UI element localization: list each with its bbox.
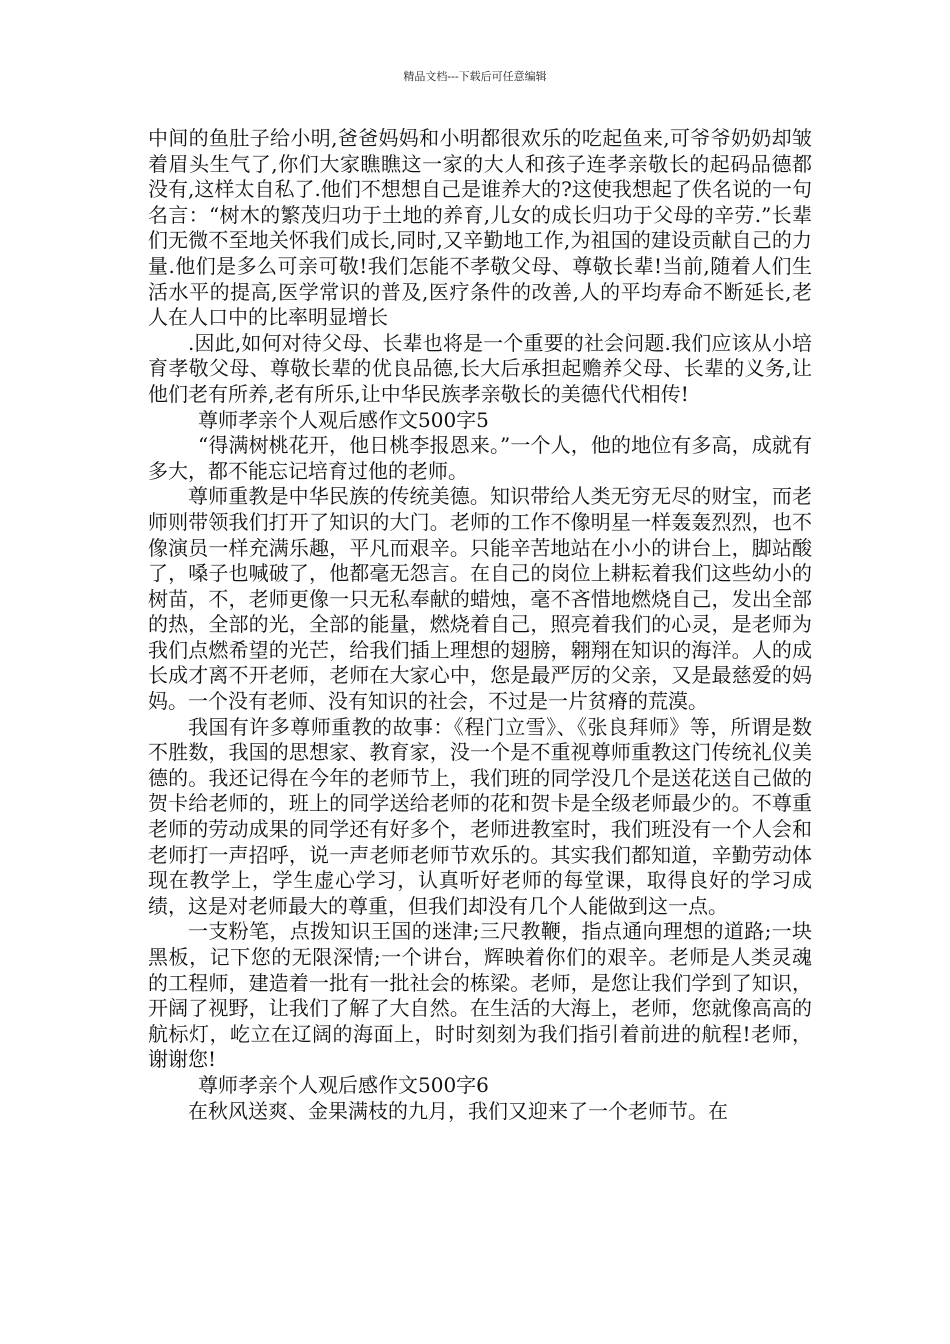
section-heading: 尊师孝亲个人观后感作文500字5	[198, 407, 489, 432]
section-heading: 尊师孝亲个人观后感作文500字6	[198, 1072, 489, 1097]
paragraph: “得满树桃花开，他日桃李报恩来。”一个人，他的地位有多高，成就有多大，都不能忘记培育过他的老师。	[148, 433, 812, 483]
paragraph: .因此,如何对待父母、长辈也将是一个重要的社会问题.我们应该从小培育孝敬父母、尊敬长辈的优良品德,长大后承担起赡养父母、长辈的义务,让他们老有所养,老有所乐,让中华民族孝亲敬长的美德代代相传!	[148, 330, 812, 406]
paragraph: 一支粉笔，点拨知识王国的迷津;三尺教鞭，指点通向理想的道路;一块黑板，记下您的无限深情;一个讲台，辉映着你们的艰辛。老师是人类灵魂的工程师，建造着一批有一批社会的栋梁。老师，是您让我们学到了知识，开阔了视野，让我们了解了大自然。在生活的大海上，老师，您就像高高的航标灯，屹立在辽阔的海面上，时时刻刻为我们指引着前进的航程!老师，谢谢您!	[148, 919, 812, 1072]
paragraph: 尊师重教是中华民族的传统美德。知识带给人类无穷无尽的财宝，而老师则带领我们打开了知识的大门。老师的工作不像明星一样轰轰烈烈，也不像演员一样充满乐趣，平凡而艰辛。只能辛苦地站在小小的讲台上，脚站酸了，嗓子也喊破了，他都毫无怨言。在自己的岗位上耕耘着我们这些幼小的树苗，不，老师更像一只无私奉献的蜡烛，毫不吝惜地燃烧自己，发出全部的热，全部的光，全部的能量，燃烧着自己，照亮着我们的心灵，是老师为我们点燃希望的光芒，给我们插上理想的翅膀，翱翔在知识的海洋。人的成长成才离不开老师，老师在大家心中，您是最严厉的父亲，又是最慈爱的妈妈。一个没有老师、没有知识的社会，不过是一片贫瘠的荒漠。	[148, 484, 812, 714]
paragraph: 在秋风送爽、金果满枝的九月，我们又迎来了一个老师节。在	[188, 1098, 728, 1123]
page-header: 精品文档---下载后可任意编辑	[403, 70, 547, 83]
paragraph: 我国有许多尊师重教的故事：《程门立雪》、《张良拜师》等，所谓是数不胜数，我国的思想家、教育家，没一个是不重视尊师重教这门传统礼仪美德的。我还记得在今年的老师节上，我们班的同学没几个是送花送自己做的贺卡给老师的，班上的同学送给老师的花和贺卡是全级老师最少的。不尊重老师的劳动成果的同学还有好多个，老师进教室时，我们班没有一个人会和老师打一声招呼，说一声老师老师节欢乐的。其实我们都知道，辛勤劳动体现在教学上，学生虚心学习，认真听好老师的每堂课，取得良好的学习成绩，这是对老师最大的尊重，但我们却没有几个人能做到这一点。	[148, 714, 812, 918]
document-body	[148, 126, 812, 1124]
paragraph: 中间的鱼肚子给小明,爸爸妈妈和小明都很欢乐的吃起鱼来,可爷爷奶奶却皱着眉头生气了,你们大家瞧瞧这一家的大人和孩子连孝亲敬长的起码品德都没有,这样太自私了.他们不想想自己是谁养大的?这使我想起了佚名说的一句名言：“树木的繁茂归功于土地的养育,儿女的成长归功于父母的辛劳.”长辈们无微不至地关怀我们成长,同时,又辛勤地工作,为祖国的建设贡献自己的力量.他们是多么可亲可敬!我们怎能不孝敬父母、尊敬长辈!当前,随着人们生活水平的提高,医学常识的普及,医疗条件的改善,人的平均寿命不断延长,老人在人口中的比率明显增长	[148, 126, 812, 330]
